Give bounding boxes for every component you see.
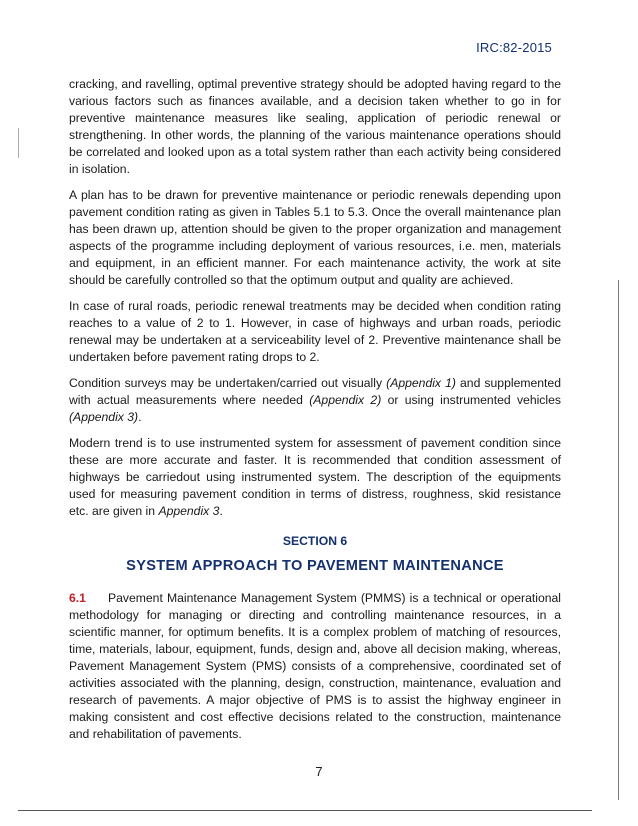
scan-edge-line [618, 280, 620, 800]
text-segment: or using instrumented vehicles [381, 393, 561, 407]
text-segment: Condition surveys may be undertaken/carried out visually [69, 376, 387, 390]
text-segment: Modern trend is to use instrumented system for assessment of pavement condition since these are more accurate and faster. It is recommended that condition assessment of highways be carriedout using instrumented system. The description of the equipments used for measuring pavement condition in terms of distress, roughness, skid resistance etc. are given in [69, 436, 561, 518]
appendix-reference: (Appendix 3) [69, 410, 139, 424]
clause-text: Pavement Maintenance Management System (PMMS) is a technical or operational methodology for managing or directing and controlling maintenance resources, in a scientific manner, for optimum benefits. It is a complex problem of matching of resources, time, materials, labour, equipment, funds, design and, above all decision making, whereas, Pavement Management System (PMS) consists of a comprehensive, coordinated set of activities associated with the planning, design, construction, maintenance, evaluation and research of pavements. A major objective of PMS is to assist the highway engineer in making consistent and cost effective decisions related to the construction, maintenance and rehabilitation of pavements. [69, 591, 561, 741]
section-number: SECTION 6 [282, 534, 348, 548]
paragraph-modern-trend [69, 435, 561, 520]
text-segment: . [138, 410, 142, 424]
footer-rule [18, 810, 592, 811]
appendix-reference: (Appendix 1) [386, 376, 456, 390]
clause-number: 6.1 [69, 591, 86, 605]
text-segment: . [219, 504, 223, 518]
scan-edge-mark [18, 128, 19, 158]
paragraph-rural-roads: In case of rural roads, periodic renewal treatments may be decided when condition rating reaches to a value of 2 to 1. However, in case of highways and urban roads, periodic renewal may be undertaken at a serviceability level of 2. Preventive maintenance shall be undertaken before pavement rating drops to 2. [69, 299, 561, 364]
paragraph-continuation: cracking, and ravelling, optimal preventive strategy should be adopted having regard to the various factors such as finances available, and a decision taken whether to go in for preventive maintenance measures like sealing, application of periodic renewal or strengthening. In other words, the planning of the various maintenance operations should be correlated and looked upon as a total system rather than each activity being considered in isolation. [69, 77, 561, 176]
appendix-reference: (Appendix 2) [309, 393, 382, 407]
page-number: 7 [315, 764, 323, 779]
text-segment: and supplemented with actual measurements where needed [69, 376, 561, 407]
document-code-header: IRC:82-2015 [476, 40, 552, 55]
paragraph-maintenance-plan: A plan has to be drawn for preventive maintenance or periodic renewals depending upon pavement condition rating as given in Tables 5.1 to 5.3. Once the overall maintenance plan has been drawn up, attention should be given to the proper organization and management aspects of the programme including deployment of various resources, i.e. men, materials and equipment, in an efficient manner. For each maintenance activity, the work at site should be carefully controlled so that the optimum output and quality are achieved. [69, 188, 561, 287]
paragraph-condition-surveys [69, 375, 561, 426]
clause-6-1 [69, 590, 561, 743]
page-body [69, 76, 561, 752]
section-title: SYSTEM APPROACH TO PAVEMENT MAINTENANCE [126, 558, 504, 574]
appendix-reference: Appendix 3 [158, 504, 220, 518]
